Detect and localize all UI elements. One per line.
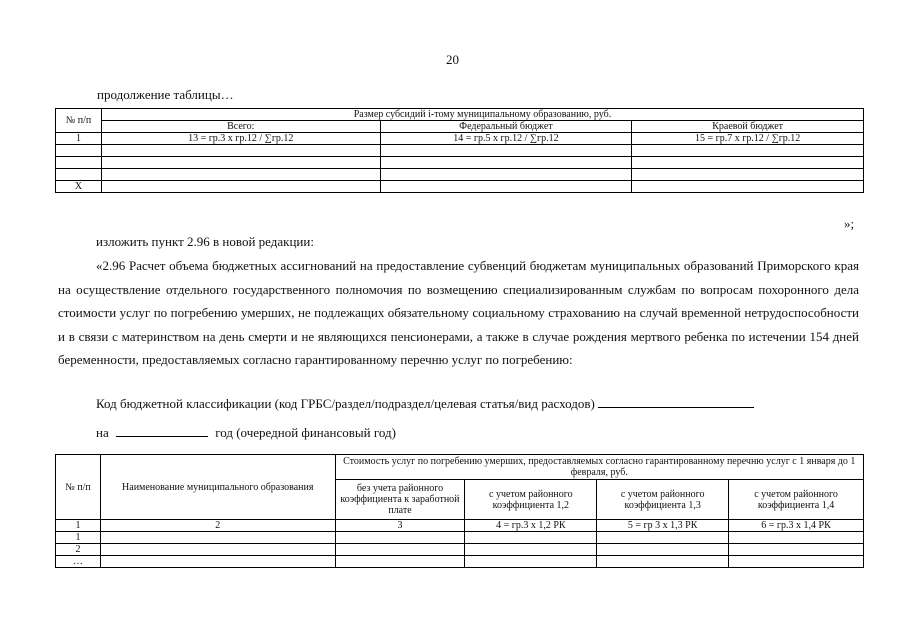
table1-cell: [56, 145, 102, 157]
table2-cell: [465, 544, 597, 556]
continuation-label: продолжение таблицы…: [97, 87, 234, 102]
table1-cell: [101, 169, 380, 181]
table1-header-total: Всего:: [101, 121, 380, 133]
table1-cell: [632, 169, 864, 181]
table1-cell: [380, 169, 632, 181]
table2-cell: [335, 544, 465, 556]
year-prefix: на: [96, 425, 109, 440]
closing-mark: »;: [844, 216, 855, 231]
kbk-input-line: [598, 395, 754, 408]
table2-cell: [100, 556, 335, 568]
table2-cell: 5 = гр 3 х 1,3 РК: [597, 520, 729, 532]
table1-cell: [101, 157, 380, 169]
table1-cell: [380, 181, 632, 193]
year-line: [58, 421, 859, 445]
table-row: [56, 133, 864, 145]
table2-cell: [465, 556, 597, 568]
table1-group-header: Размер субсидий i-тому муниципальному образованию, руб.: [101, 109, 863, 121]
table1-cell: 14 = гр.5 х гр.12 / ∑гр.12: [380, 133, 632, 145]
table2-group-header: Стоимость услуг по погребению умерших, предоставляемых согласно гарантированному перечню услуг с 1 января до 1 февраля, руб.: [335, 455, 863, 480]
table2-cell: [597, 556, 729, 568]
instruction-text: изложить пункт 2.96 в новой редакции:: [96, 234, 314, 249]
page-number: 20: [446, 52, 459, 67]
table-row: [56, 157, 864, 169]
burial-cost-table: [55, 454, 864, 568]
table2-cell: [465, 532, 597, 544]
table1-cell: [56, 157, 102, 169]
table-row: [56, 544, 864, 556]
table2-num-header: № п/п: [56, 455, 101, 520]
table-row: [56, 181, 864, 193]
table2-cell: 2: [100, 520, 335, 532]
table2-cell: [597, 532, 729, 544]
table-row: [56, 169, 864, 181]
table1-cell: [101, 145, 380, 157]
table2-header-base: без учета районного коэффициента к заработной плате: [335, 480, 465, 520]
kbk-label: Код бюджетной классификации (код ГРБС/раздел/подраздел/целевая статья/вид расходов): [96, 396, 595, 411]
table-row: [56, 520, 864, 532]
table-row: [56, 145, 864, 157]
table2-cell: [597, 544, 729, 556]
table1-cell: 15 = гр.7 х гр.12 / ∑гр.12: [632, 133, 864, 145]
table1-num-header: № п/п: [56, 109, 102, 133]
table2-cell: [100, 532, 335, 544]
table-row: [56, 556, 864, 568]
table1-cell: [101, 181, 380, 193]
table2-cell: 2: [56, 544, 101, 556]
table2-cell: …: [56, 556, 101, 568]
table1-cell: [632, 145, 864, 157]
table1-cell: 13 = гр.3 х гр.12 / ∑гр.12: [101, 133, 380, 145]
table1-cell: [632, 157, 864, 169]
table2-cell: [729, 544, 864, 556]
table1-cell: 1: [56, 133, 102, 145]
kbk-line: [58, 392, 859, 416]
table2-cell: [100, 544, 335, 556]
table2-header-k12: с учетом районного коэффициента 1,2: [465, 480, 597, 520]
table2-cell: 1: [56, 520, 101, 532]
table2-header-k13: с учетом районного коэффициента 1,3: [597, 480, 729, 520]
table2-cell: 4 = гр.3 х 1,2 РК: [465, 520, 597, 532]
table1-cell: [56, 169, 102, 181]
table1-cell: [380, 157, 632, 169]
table1-cell: [380, 145, 632, 157]
subsidy-table: [55, 108, 864, 193]
table2-cell: 1: [56, 532, 101, 544]
table-row: [56, 532, 864, 544]
year-input-line: [116, 424, 208, 437]
table2-cell: 3: [335, 520, 465, 532]
table2-cell: 6 = гр.3 х 1,4 РК: [729, 520, 864, 532]
table2-header-k14: с учетом районного коэффициента 1,4: [729, 480, 864, 520]
table2-cell: [335, 556, 465, 568]
table2-cell: [729, 556, 864, 568]
table1-cell: [632, 181, 864, 193]
table1-header-regional: Краевой бюджет: [632, 121, 864, 133]
table2-cell: [335, 532, 465, 544]
paragraph-2-96: «2.96 Расчет объема бюджетных ассигнований на предоставление субвенций бюджетам муниципальных образований Приморского края на осуществление отдельного государственного полномочия по возмещению специализированным службам по вопросам похоронного дела стоимости услуг по погребению умерших, не подлежащих обязательному социальному страхованию на случай временной нетрудоспособности и в связи с материнством на день смерти и не являющихся пенсионерами, а также в случае рождения мертвого ребенка по истечении 154 дней беременности, предоставляемых согласно гарантированному перечню услуг по погребению:: [58, 258, 859, 367]
table1-total-mark: Х: [56, 181, 102, 193]
table2-name-header: Наименование муниципального образования: [100, 455, 335, 520]
year-suffix: год (очередной финансовый год): [215, 425, 396, 440]
table1-header-federal: Федеральный бюджет: [380, 121, 632, 133]
table2-cell: [729, 532, 864, 544]
